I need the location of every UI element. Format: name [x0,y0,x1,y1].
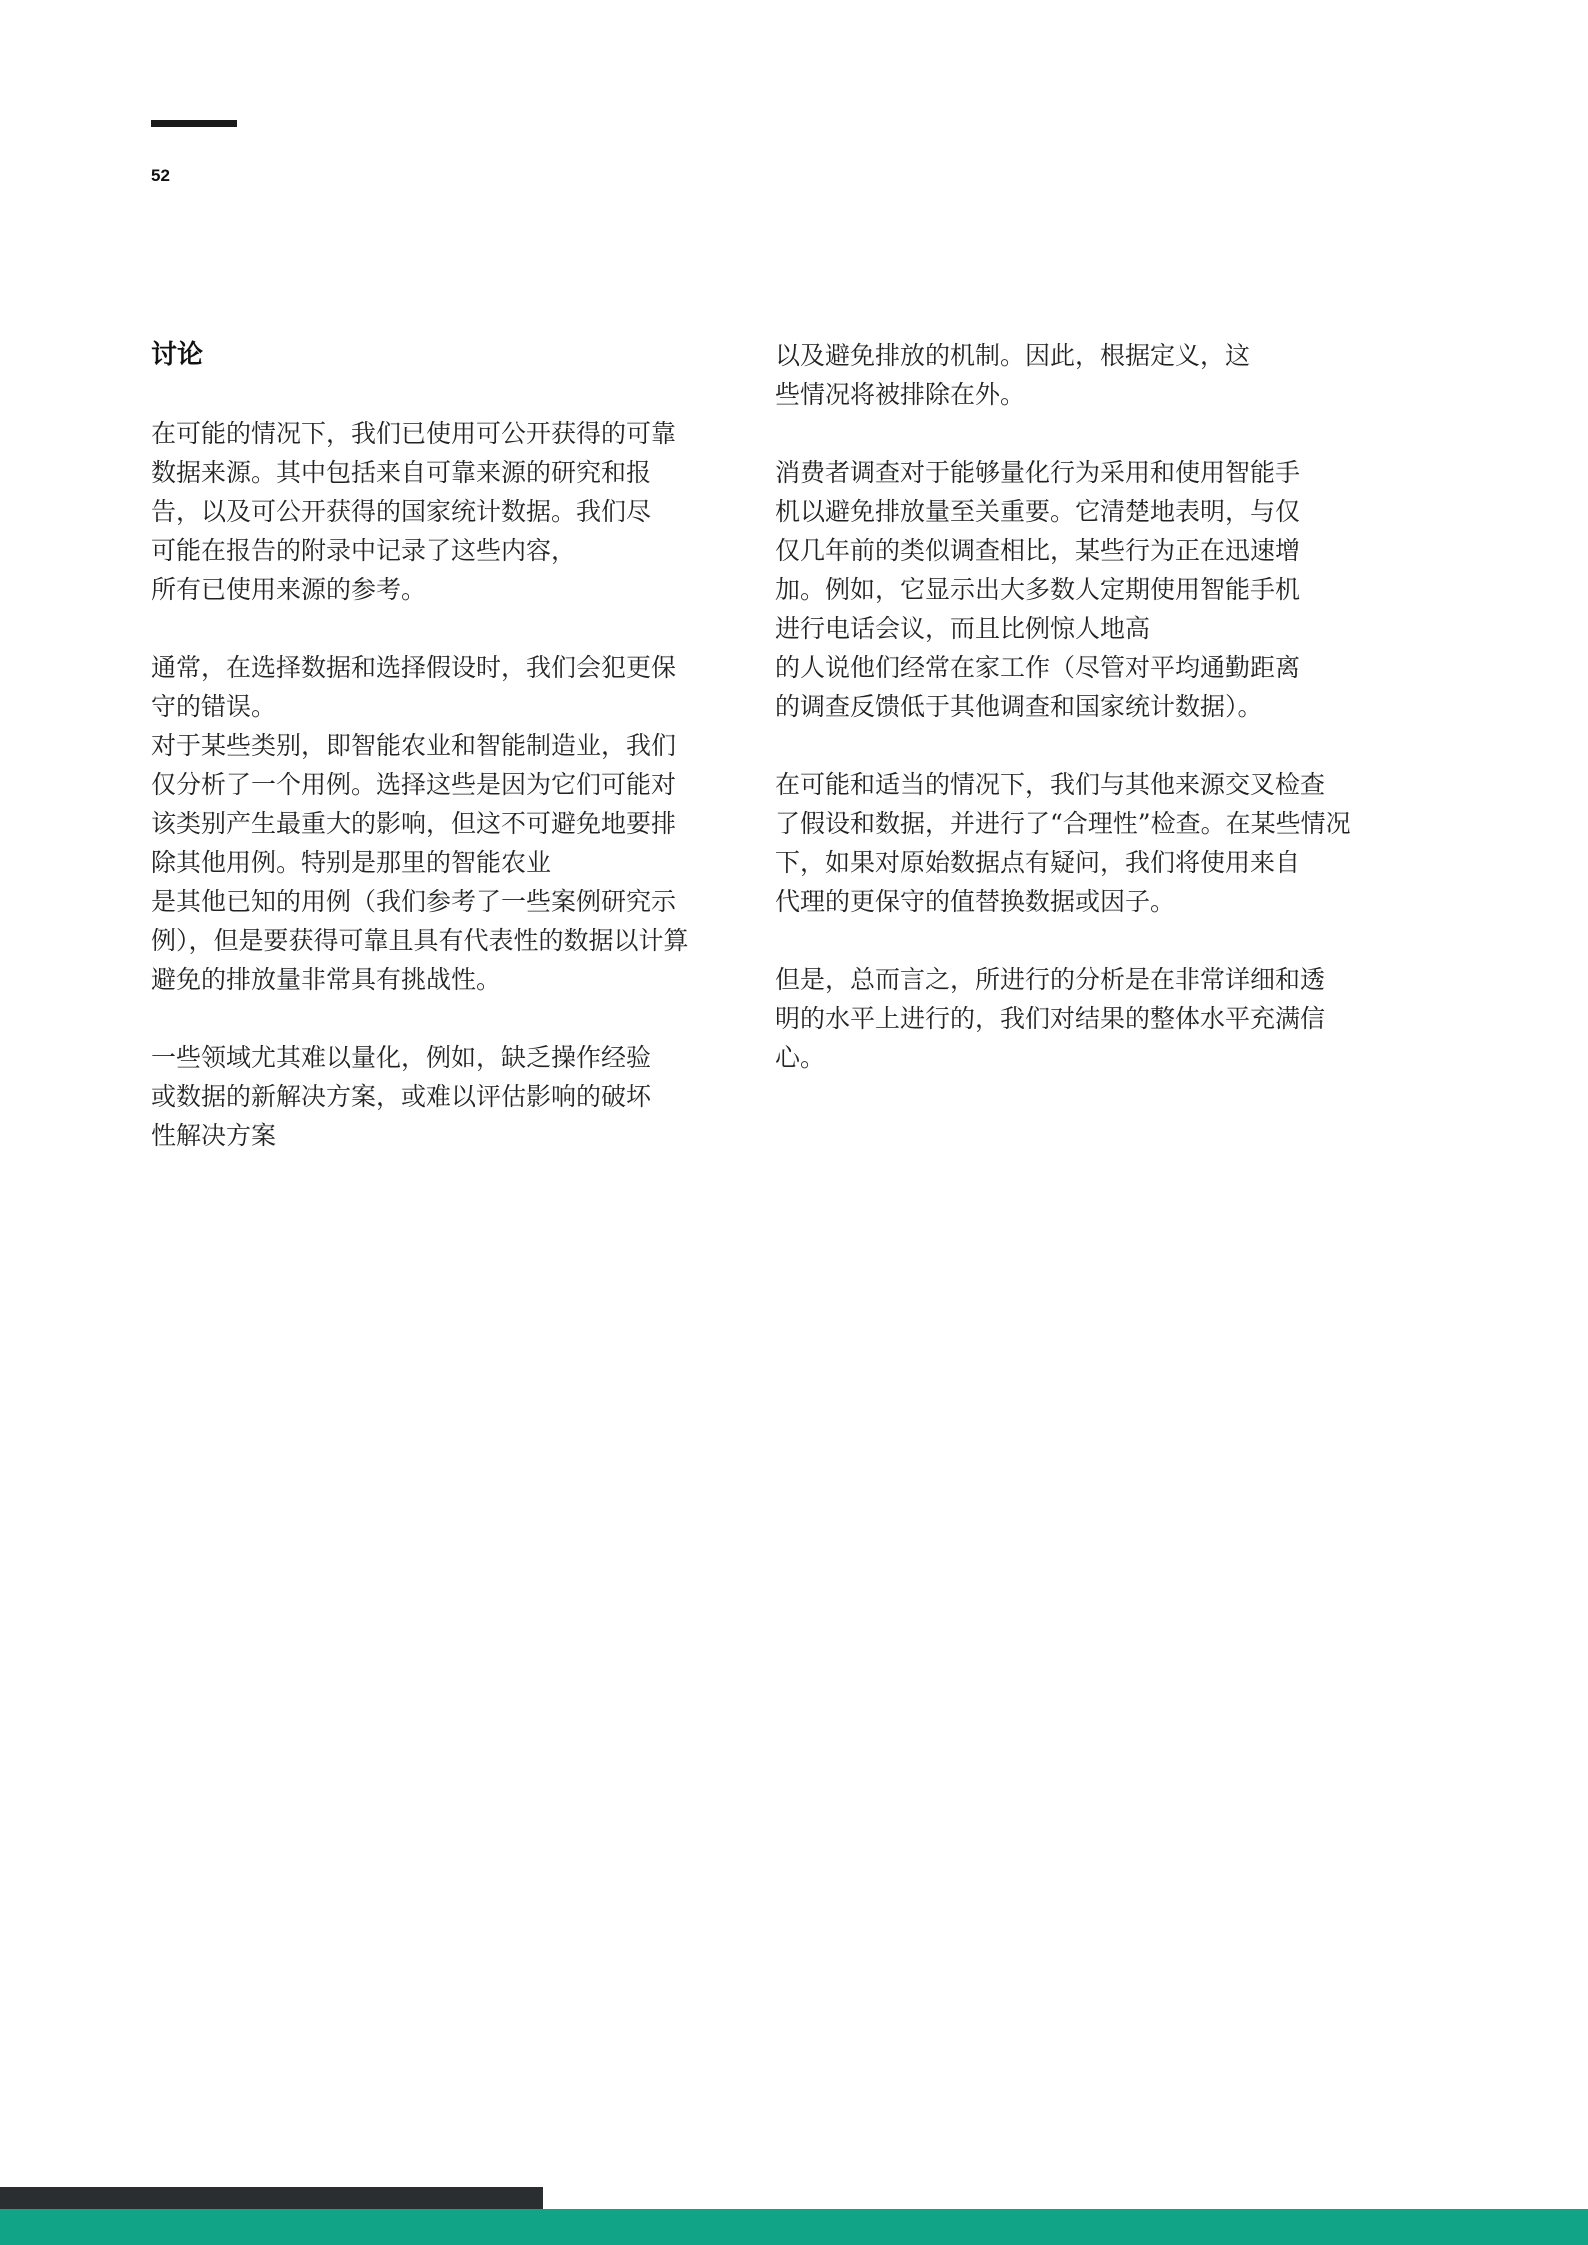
text-line: 仅几年前的类似调查相比，某些行为正在迅速增 [775,536,1301,565]
text-line: 机以避免排放量至关重要。它清楚地表明，与仅 [775,497,1301,526]
text-line: 下，如果对原始数据点有疑问，我们将使用来自 [775,848,1301,877]
text-line: 些情况将被排除在外。 [775,380,1026,409]
text-line: 了假设和数据，并进行了“合理性”检查。在某些情况 [775,809,1351,838]
text-line: 避免的排放量非常具有挑战性。 [151,965,502,994]
page-number: 52 [151,166,170,185]
text-line: 以及避免排放的机制。因此，根据定义，这 [775,341,1251,370]
text-line: 可能在报告的附录中记录了这些内容， [151,536,577,565]
text-line: 告，以及可公开获得的国家统计数据。我们尽 [151,497,652,526]
text-line: 通常，在选择数据和选择假设时，我们会犯更保 [151,653,677,682]
text-line: 消费者调查对于能够量化行为采用和使用智能手 [775,458,1301,487]
text-line: 在可能的情况下，我们已使用可公开获得的可靠 [151,419,677,448]
text-line: 一些领域尤其难以量化，例如，缺乏操作经验 [151,1043,652,1072]
paragraph-conclusion [775,960,1375,1077]
paragraph-assumptions [151,648,741,726]
text-line: 守的错误。 [151,692,277,721]
paragraph-data-sources [151,414,741,609]
text-line: 的调查反馈低于其他调查和国家统计数据）。 [775,692,1263,721]
text-line: 除其他用例。特别是那里的智能农业 [151,848,552,877]
text-line: 该类别产生最重大的影响，但这不可避免地要排 [151,809,677,838]
right-column [775,336,1375,1116]
text-line: 或数据的新解决方案，或难以评估影响的破坏 [151,1082,652,1111]
text-line: 是其他已知的用例（我们参考了一些案例研究示 [151,887,677,916]
text-line: 性解决方案 [151,1121,277,1150]
text-line: 对于某些类别，即智能农业和智能制造业，我们 [151,731,677,760]
text-line: 加。例如，它显示出大多数人定期使用智能手机 [775,575,1301,604]
text-line: 代理的更保守的值替换数据或因子。 [775,887,1176,916]
text-line: 数据来源。其中包括来自可靠来源的研究和报 [151,458,652,487]
footer-teal-bar [0,2209,1588,2245]
left-column [151,336,741,1194]
paragraph-quantification [151,1038,741,1155]
paragraph-cross-check [775,765,1375,921]
text-line: 心。 [775,1043,826,1072]
paragraph-use-cases [151,726,741,999]
paragraph-consumer-survey [775,453,1375,726]
section-heading: 讨论 [151,340,204,370]
footer-dark-bar [0,2187,543,2209]
text-line: 仅分析了一个用例。选择这些是因为它们可能对 [151,770,677,799]
paragraph-mechanisms [775,336,1375,414]
text-line: 的人说他们经常在家工作（尽管对平均通勤距离 [775,653,1301,682]
text-line: 进行电话会议，而且比例惊人地高 [775,614,1151,643]
text-line: 所有已使用来源的参考。 [151,575,427,604]
text-line: 在可能和适当的情况下，我们与其他来源交叉检查 [775,770,1326,799]
top-rule [151,120,237,127]
text-line: 例），但是要获得可靠且具有代表性的数据以计算 [151,926,689,955]
text-line: 但是，总而言之，所进行的分析是在非常详细和透 [775,965,1326,994]
text-line: 明的水平上进行的，我们对结果的整体水平充满信 [775,1004,1326,1033]
